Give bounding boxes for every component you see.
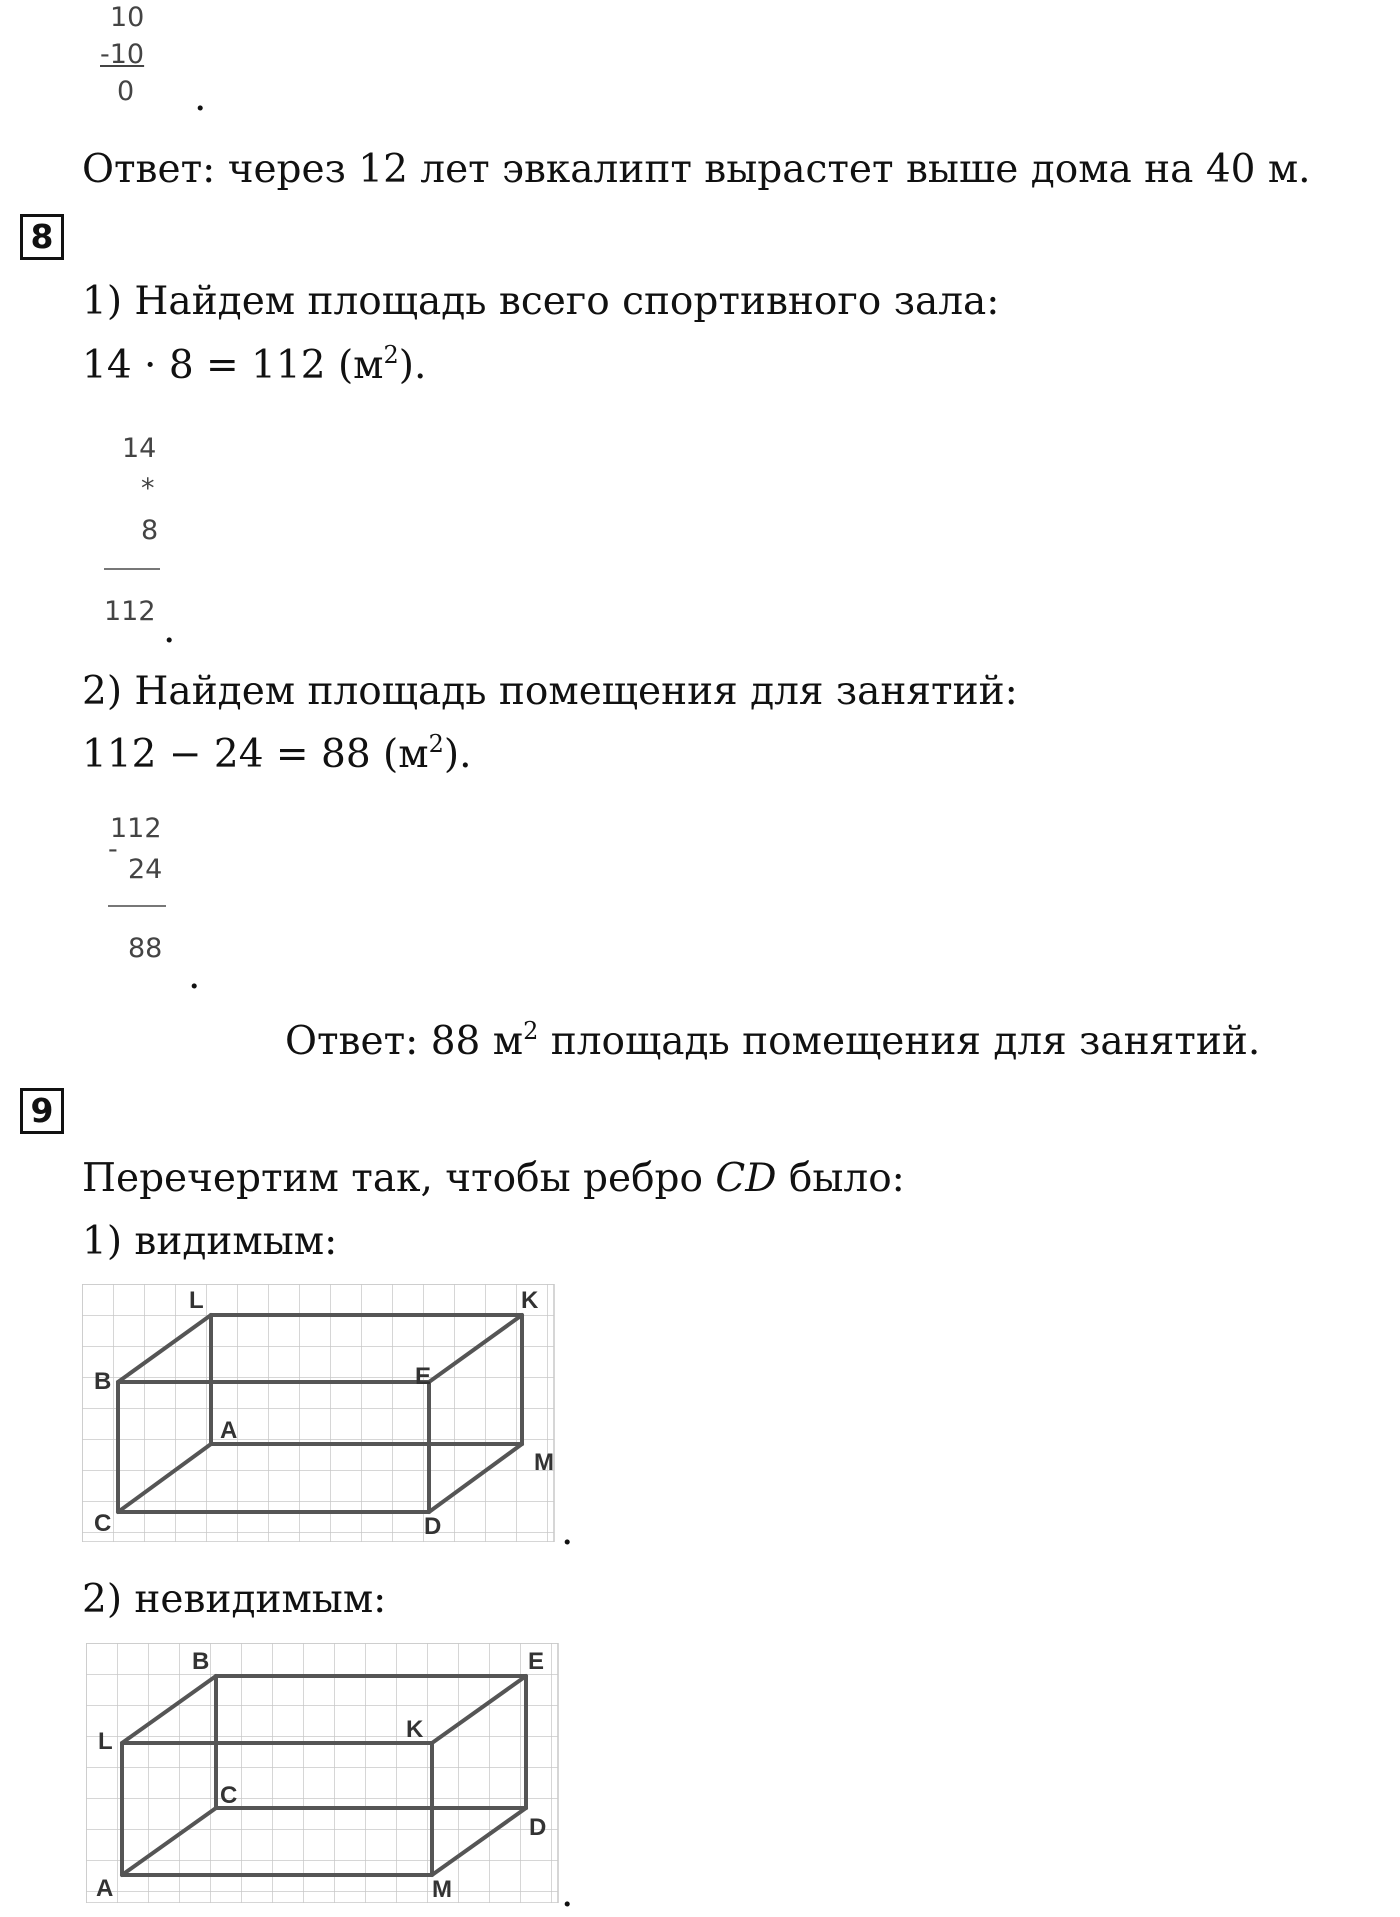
sub-rule <box>108 905 166 907</box>
mul-result: 112 <box>104 596 156 627</box>
fig2-label-E: E <box>528 1648 545 1675</box>
calc-dot: . <box>194 75 207 120</box>
fig1-label-L: L <box>189 1287 204 1314</box>
task-8-step-1: 1) Найдем площадь всего спортивного зала: <box>82 279 1000 324</box>
sub-result: 88 <box>128 933 163 964</box>
box-figure-invisible-cd <box>86 1643 566 1903</box>
task-9-case-1: 1) видимым: <box>82 1219 338 1264</box>
mul-rule <box>104 568 160 570</box>
calc-line-1: 10 <box>110 2 145 33</box>
mul-dot: . <box>163 607 176 652</box>
calc-line-3: 0 <box>117 76 135 107</box>
fig2-dot: . <box>561 1871 574 1916</box>
fig1-label-K: K <box>521 1287 539 1314</box>
sub-operand-a: 112 <box>110 813 162 844</box>
fig2-label-B: B <box>192 1648 210 1675</box>
fig1-label-E: E <box>415 1363 432 1390</box>
fig1-label-C: C <box>94 1510 112 1537</box>
answer-task-8: Ответ: 88 $м^2$ площадь помещения для занятий. <box>285 1017 1261 1064</box>
fig2-label-K: K <box>406 1716 424 1743</box>
task-8-equation-1: 14 · 8 = 112 $(м^2)$. <box>82 341 427 388</box>
fig1-label-B: B <box>94 1368 112 1395</box>
fig1-label-D: D <box>424 1513 442 1540</box>
sub-dot: . <box>188 953 201 998</box>
calc-line-2: -10 <box>100 39 145 70</box>
fig2-label-A: A <box>96 1875 114 1902</box>
answer-task-7: Ответ: через 12 лет эвкалипт вырастет выше дома на 40 м. <box>82 147 1311 192</box>
fig2-label-D: D <box>529 1814 547 1841</box>
fig1-label-A: A <box>220 1417 238 1444</box>
task-9-case-2: 2) невидимым: <box>82 1577 387 1622</box>
fig1-dot: . <box>561 1509 574 1554</box>
sub-operand-b: 24 <box>128 854 163 885</box>
sub-operator: - <box>108 834 118 865</box>
task-8-equation-2: 112 − 24 = 88 $(м^2)$. <box>82 730 472 777</box>
mul-operand-b: 8 <box>141 515 159 546</box>
box-figure-visible-cd <box>82 1284 562 1542</box>
task-9-intro: Перечертим так, чтобы ребро CD было: <box>82 1156 905 1201</box>
fig2-label-M: M <box>432 1876 452 1903</box>
task-8-step-2: 2) Найдем площадь помещения для занятий: <box>82 669 1018 714</box>
fig2-label-L: L <box>98 1728 113 1755</box>
mul-operand-a: 14 <box>122 433 157 464</box>
mul-operator: * <box>141 473 155 504</box>
fig1-label-M: M <box>534 1449 554 1476</box>
task-9-number: 9 <box>20 1088 64 1134</box>
fig2-label-C: C <box>220 1782 238 1809</box>
task-8-number: 8 <box>20 214 64 260</box>
